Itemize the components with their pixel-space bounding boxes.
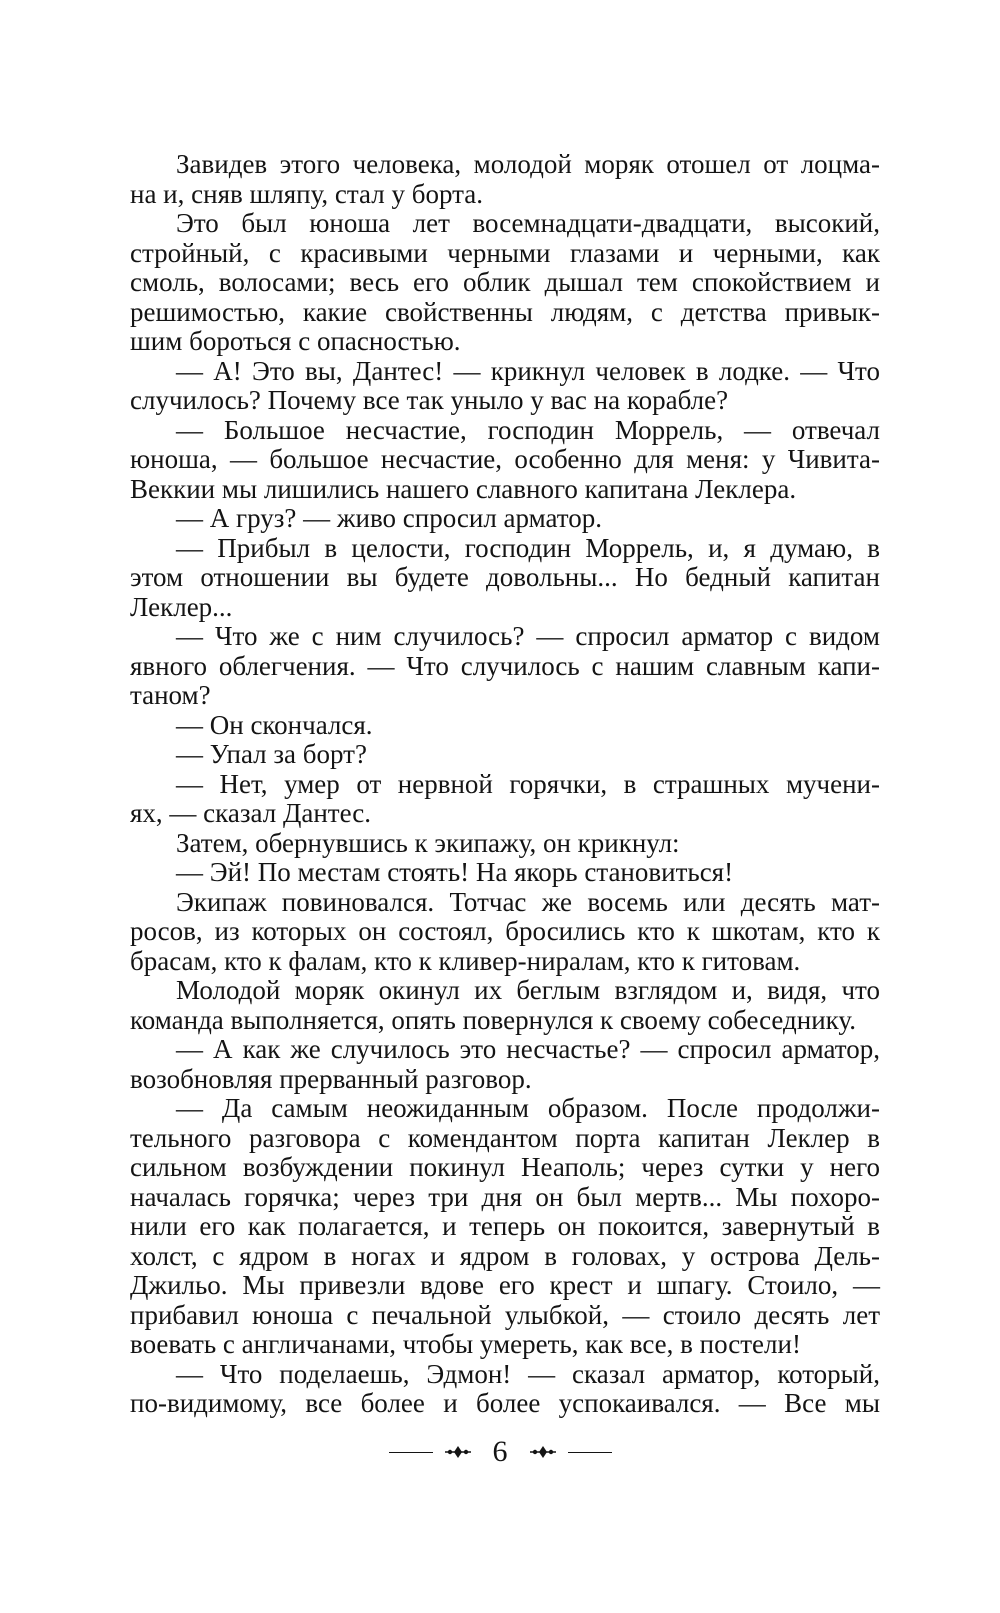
text-line: началась горячка; через три дня он был мертв... Мы похоро- (130, 1181, 880, 1212)
text-line: — Что же с ним случилось? — спросил арматор с видом (176, 621, 880, 651)
text-line: Молодой моряк окинул их беглым взглядом и, видя, что (176, 975, 880, 1005)
page-footer (0, 1432, 1000, 1472)
text-line: стройный, с красивыми черными глазами и черными, как (130, 237, 880, 268)
ornament-left-icon (445, 1445, 471, 1459)
body-text (130, 150, 880, 1419)
text-line: нили его как полагается, и теперь он покоится, завернутый в (130, 1211, 880, 1241)
text-line: явного облегчения. — Что случилось с нашим славным капи- (130, 650, 880, 681)
text-line: Джильо. Мы привезли вдове его крест и шпагу. Стоило, — (130, 1270, 880, 1300)
text-line: — Да самым неожиданным образом. После продолжи- (176, 1093, 880, 1123)
text-line: брасам, кто к фалам, кто к кливер-ниралам, кто к гитовам. (130, 945, 801, 976)
text-line: юноша, — большое несчастие, особенно для меня: у Чивита- (130, 444, 880, 474)
text-line: случилось? Почему все так уныло у вас на корабле? (130, 385, 729, 415)
text-line: росов, из которых он состоял, бросились кто к шкотам, кто к (130, 916, 880, 946)
text-line: тельного разговора с комендантом порта капитан Леклер в (130, 1122, 880, 1153)
text-line: ях, — сказал Дантес. (130, 798, 371, 828)
ornament-right-icon (530, 1445, 556, 1459)
footer-rule-left (389, 1452, 433, 1453)
text-line: — Нет, умер от нервной горячки, в страшных мучени- (176, 768, 880, 799)
text-line: на и, сняв шляпу, стал у борта. (130, 178, 483, 209)
text-line: холст, с ядром в ногах и ядром в головах, у острова Дель- (130, 1240, 880, 1271)
text-line: возобновляя прерванный разговор. (130, 1063, 532, 1094)
text-line: — Прибыл в целости, господин Моррель, и, я думаю, в (176, 532, 880, 563)
text-line: — А как же случилось это несчастье? — спросил арматор, (176, 1034, 880, 1064)
text-line: сильном возбуждении покинул Неаполь; через сутки у него (130, 1152, 880, 1182)
text-line: прибавил юноша с печальной улыбкой, — стоило десять лет (130, 1299, 880, 1330)
text-line: — Большое несчастие, господин Моррель, — отвечал (176, 414, 880, 445)
text-line: решимостью, какие свойственны людям, с детства привык- (130, 296, 880, 327)
text-line: этом отношении вы будете довольны... Но бедный капитан (130, 562, 880, 592)
text-line: таном? (130, 680, 211, 710)
text-line: команда выполняется, опять повернулся к своему собеседнику. (130, 1004, 856, 1035)
text-line: Затем, обернувшись к экипажу, он крикнул: (176, 827, 680, 858)
text-line: — А груз? — живо спросил арматор. (176, 503, 603, 533)
text-line: — Упал за борт? (176, 739, 367, 769)
text-line: по-видимому, все более и более успокаивался. — Все мы (130, 1388, 880, 1418)
page-number: 6 (492, 1435, 508, 1468)
text-line: Завидев этого человека, молодой моряк отошел от лоцма- (176, 149, 880, 179)
text-line: — Он скончался. (176, 709, 373, 740)
footer-rule-right (568, 1452, 612, 1453)
text-line: смоль, волосами; весь его облик дышал тем спокойствием и (130, 267, 880, 297)
text-line: Это был юноша лет восемнадцати-двадцати, высокий, (176, 208, 880, 238)
text-line: — А! Это вы, Дантес! — крикнул человек в лодке. — Что (176, 355, 880, 386)
text-line: — Эй! По местам стоять! На якорь становиться! (176, 857, 734, 887)
text-line: Веккии мы лишились нашего славного капитана Леклера. (130, 473, 797, 504)
text-line: Экипаж повиновался. Тотчас же восемь или десять мат- (176, 886, 880, 917)
text-line: шим бороться с опасностью. (130, 326, 461, 356)
text-line: Леклер... (130, 591, 233, 622)
text-line: воевать с англичанами, чтобы умереть, как все, в постели! (130, 1329, 801, 1359)
text-line: — Что поделаешь, Эдмон! — сказал арматор, который, (176, 1358, 880, 1389)
